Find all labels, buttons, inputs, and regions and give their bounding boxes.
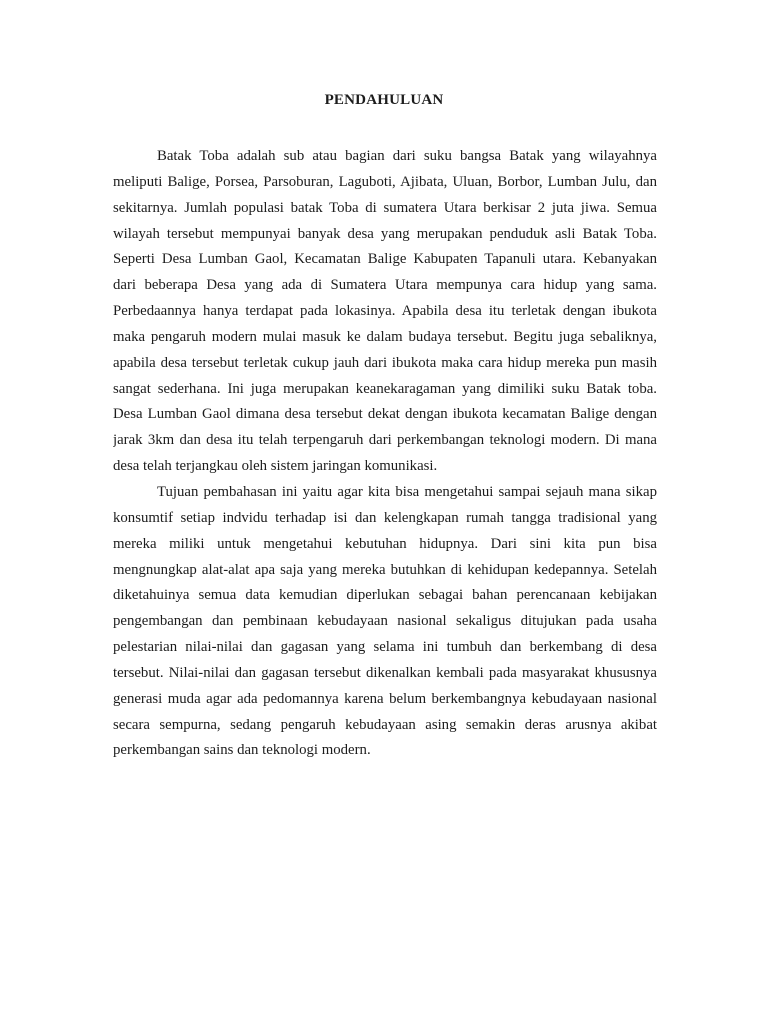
paragraph-line: maka pengaruh modern mulai masuk ke dalam budaya tersebut. Begitu juga sebaliknya, — [113, 328, 657, 345]
paragraph-line: dari beberapa Desa yang ada di Sumatera Utara mempunya cara hidup yang sama. — [113, 277, 657, 294]
paragraph-line: jarak 3km dan desa itu telah terpengaruh dari perkembangan teknologi modern. Di mana — [113, 432, 657, 449]
paragraph-line: sekitarnya. Jumlah populasi batak Toba di sumatera Utara berkisar 2 juta jiwa. Semua — [113, 199, 657, 216]
paragraph-line: secara sempurna, sedang pengaruh kebudayaan asing semakin deras arusnya akibat — [113, 716, 657, 733]
paragraph-line: desa telah terjangkau oleh sistem jaringan komunikasi. — [113, 458, 438, 475]
paragraph-line: Batak Toba adalah sub atau bagian dari suku bangsa Batak yang wilayahnya — [157, 148, 657, 164]
paragraph-line: diketahuinya semua data kemudian diperlukan sebagai bahan perencanaan kebijakan — [113, 587, 657, 604]
paragraph-line: meliputi Balige, Porsea, Parsoburan, Laguboti, Ajibata, Uluan, Borbor, Lumban Julu, dan — [113, 173, 657, 190]
paragraph-line: pengembangan dan pembinaan kebudayaan nasional sekaligus ditujukan pada usaha — [113, 613, 657, 630]
paragraph-line: mereka miliki untuk mengetahui kebutuhan hidupnya. Dari sini kita pun bisa — [113, 535, 657, 552]
paragraph-line: pelestarian nilai-nilai dan gagasan yang selama ini tumbuh dan berkembang di desa — [113, 639, 657, 656]
paragraph-line: konsumtif setiap indvidu terhadap isi dan kelengkapan rumah tangga tradisional yang — [113, 509, 657, 526]
page-title: PENDAHULUAN — [324, 92, 444, 108]
paragraph-line: wilayah tersebut mempunyai banyak desa yang merupakan penduduk asli Batak Toba. — [113, 225, 657, 242]
paragraph-line: generasi muda agar ada pedomannya karena belum berkembangnya kebudayaan nasional — [113, 690, 657, 707]
paragraph-line: tersebut. Nilai-nilai dan gagasan tersebut dikenalkan kembali pada masyarakat khususnya — [113, 664, 657, 681]
paragraph-line: Seperti Desa Lumban Gaol, Kecamatan Balige Kabupaten Tapanuli utara. Kebanyakan — [113, 251, 657, 268]
paragraph-line: perkembangan sains dan teknologi modern. — [113, 742, 371, 759]
paragraph-line: Tujuan pembahasan ini yaitu agar kita bisa mengetahui sampai sejauh mana sikap — [157, 483, 657, 500]
paragraph-line: mengnungkap alat-alat apa saja yang mereka butuhkan di kehidupan kedepannya. Setelah — [113, 561, 657, 578]
paragraph-line: sangat sederhana. Ini juga merupakan keanekaragaman yang dimiliki suku Batak toba. — [113, 380, 657, 397]
paragraph-1 — [113, 144, 657, 480]
paragraph-line: apabila desa tersebut terletak cukup jauh dari ibukota maka cara hidup mereka pun masih — [113, 354, 657, 371]
paragraph-line: Desa Lumban Gaol dimana desa tersebut dekat dengan ibukota kecamatan Balige dengan — [113, 406, 657, 423]
paragraph-line: Perbedaannya hanya terdapat pada lokasinya. Apabila desa itu terletak dengan ibukota — [113, 303, 657, 320]
paragraph-2 — [113, 480, 657, 764]
document-body — [113, 144, 657, 764]
